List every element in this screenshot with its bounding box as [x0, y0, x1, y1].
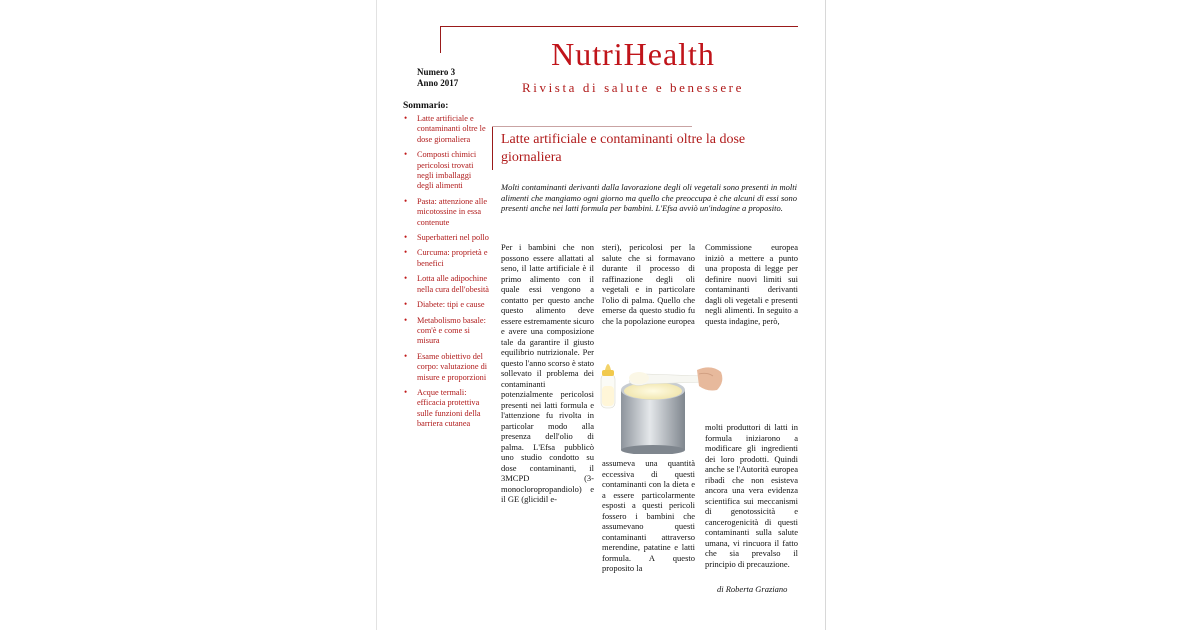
issue-info: [417, 67, 458, 89]
article-text: steri), pericolosi per la salute che si formavano durante il processo di raffinazione degli oli vegetali e in particolare l'olio di palma. Quello che emerse da questo studio fu che la popolazione europea: [602, 242, 695, 326]
sommario-item[interactable]: • Acque termali: efficacia protettiva sulle funzioni della barriera cutanea: [404, 386, 481, 429]
sommario-item[interactable]: • Latte artificiale e contaminanti oltre le dose giornaliera: [404, 113, 486, 144]
sommario-item[interactable]: • Diabete: tipi e cause: [404, 299, 485, 310]
sommario-item[interactable]: • Lotta alle adipochine nella cura dell'obesità: [404, 273, 489, 294]
bullet-icon: •: [404, 299, 408, 310]
sommario-title: Sommario:: [403, 101, 449, 111]
masthead-title: NutriHealth: [551, 36, 715, 72]
sommario-item[interactable]: • Composti chimici pericolosi trovati negli imballaggi degli alimenti: [404, 149, 477, 191]
issue-number: Numero 3: [417, 67, 456, 77]
bullet-icon: •: [404, 273, 408, 284]
sommario-item[interactable]: • Esame obiettivo del corpo: valutazione di misure e proporzioni: [404, 350, 488, 382]
sommario-item[interactable]: • Metabolismo basale: com'è e come si misura: [404, 314, 486, 346]
magazine-page: [376, 0, 826, 630]
article-title: Latte artificiale e contaminanti oltre la dose giornaliera: [501, 132, 746, 165]
bullet-icon: •: [404, 113, 408, 123]
issue-year: Anno 2017: [417, 78, 459, 88]
bullet-icon: •: [404, 350, 408, 361]
bullet-icon: •: [404, 232, 408, 243]
bullet-icon: •: [404, 247, 408, 258]
article-text: molti produttori di latti in formula iniziarono a modificare gli ingredienti dei loro prodotti. Quindi anche se l'Autorità europea ribadì che non esisteva ancora una vera evidenza scientifica sui meccanismi di genotossicità e cancerogenicità di questi contaminanti sulla salute umana, vi rincuora il fatto che sia prevalso il principio di precauzione.: [705, 422, 798, 569]
bullet-icon: •: [404, 195, 408, 206]
header-rule: [440, 26, 798, 27]
article-text: Per i bambini che non possono essere allattati al seno, il latte artificiale è il primo alimento con il quale essi vengono a contatto per questo anche questo alimento deve essere estremamente sicuro e avere una composizione tale da garantire il giusto equilibrio nutrizionale. Per questo l'anno scorso è stato sollevato il problema dei contaminanti potenzialmente pericolosi presenti nei latti formula e l'attenzione fu rivolta in particolar modo alla presenza dell'olio di palma. L'Efsa pubblicò uno studio condotto su dose contaminanti, il 3MCPD (3-monocloropropandiolo) e il GE (glicidil e-: [501, 242, 594, 504]
article-text: assumeva una quantità eccessiva di questi contaminanti con la dieta e a essere particolarmente esposti a questi pericoli fossero i bambini che assumevano questi contaminanti attraverso merendine, patatine e latti formula. A questo proposito la: [602, 458, 695, 573]
bullet-icon: •: [404, 314, 408, 325]
header-rule-vertical: [440, 26, 441, 53]
article-column-2-bottom: [602, 458, 695, 574]
article-author: di Roberta Graziano: [717, 584, 788, 594]
article-rule: [492, 126, 692, 127]
article-rule-vertical: [492, 126, 493, 170]
article-column-3-top: [705, 242, 798, 326]
article-lead: Molti contaminanti derivanti dalla lavorazione degli oli vegetali sono presenti in molti alimenti che mangiamo ogni giorno ma quello che preoccupa è che alcuni di essi sono presenti anche nei latti formula per bambini. L'Efsa avviò un'indagine a proposito.: [501, 182, 797, 214]
article-column-1: [501, 242, 594, 505]
article-column-2-top: [602, 242, 695, 326]
sommario-item[interactable]: • Curcuma: proprietà e benefici: [404, 247, 488, 268]
bullet-icon: •: [404, 149, 408, 160]
masthead-tagline: Rivista di salute e benessere: [522, 80, 744, 95]
sommario-item[interactable]: • Superbatteri nel pollo: [404, 232, 489, 243]
article-column-3-bottom: [705, 422, 798, 569]
sommario-item[interactable]: • Pasta: attenzione alle micotossine in essa contenute: [404, 195, 488, 227]
article-text: Commissione europea iniziò a mettere a punto una proposta di legge per definire nuovi limiti sui contaminanti derivanti dagli oli vegetali e presenti negli alimenti. In seguito a questa indagine, però,: [705, 242, 798, 326]
bullet-icon: •: [404, 386, 408, 397]
sommario-list: [403, 114, 489, 435]
